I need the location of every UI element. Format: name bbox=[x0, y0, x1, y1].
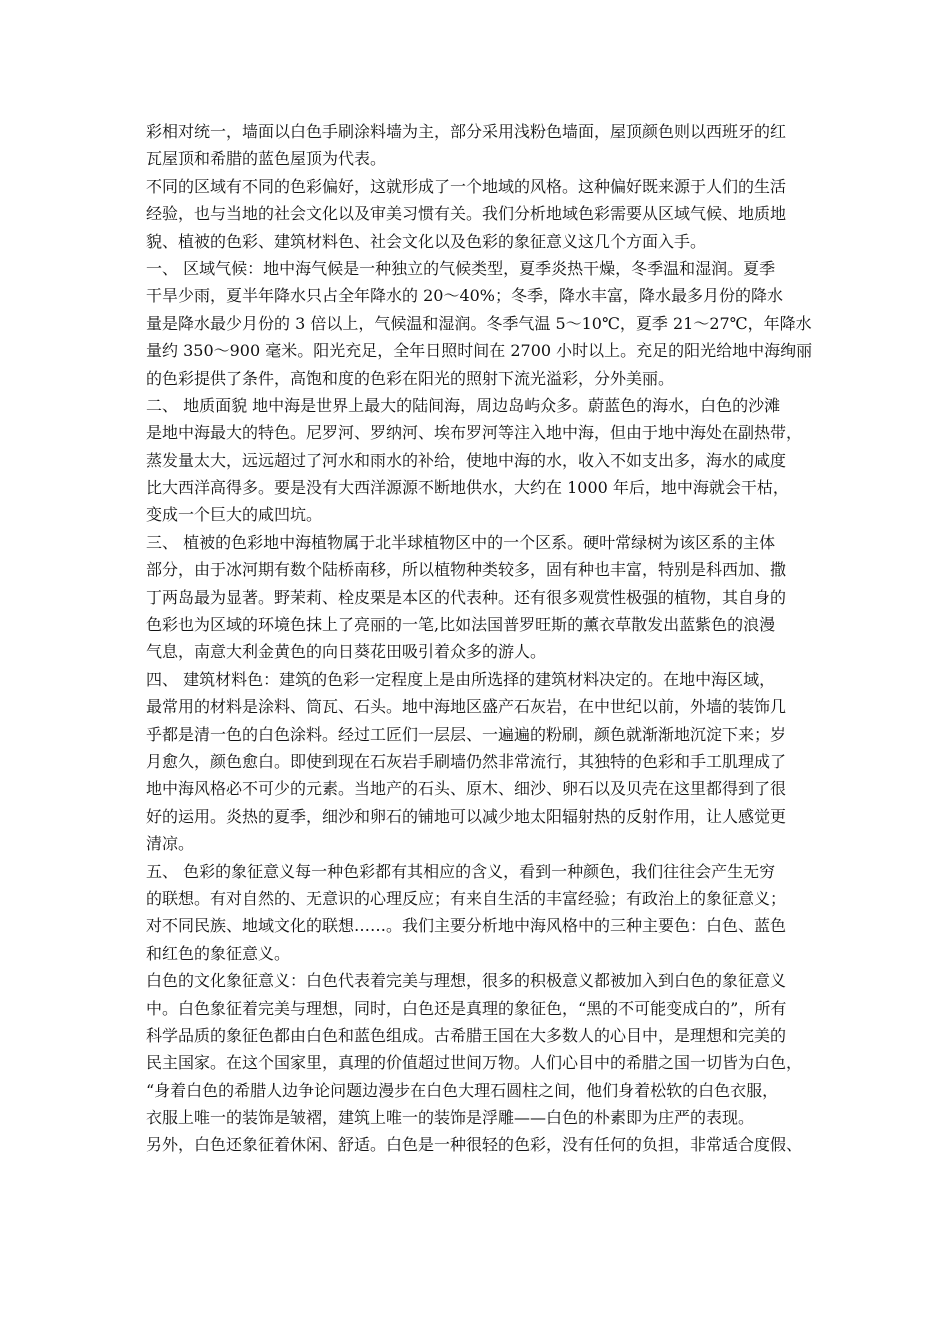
text-line: 瓦屋顶和希腊的蓝色屋顶为代表。 bbox=[146, 149, 387, 169]
text-line: 中。白色象征着完美与理想，同时，白色还是真理的象征色，“黑的不可能变成白的”，所有 bbox=[146, 998, 787, 1018]
text-line: 二、 地质面貌 地中海是世界上最大的陆间海，周边岛屿众多。蔚蓝色的海水，白色的沙滩 bbox=[146, 395, 781, 415]
text-line: 乎都是清一色的白色涂料。经过工匠们一层层、一遍遍的粉刷，颜色就渐渐地沉淀下来；岁 bbox=[146, 724, 787, 744]
text-line: 彩相对统一，墙面以白色手刷涂料墙为主，部分采用浅粉色墙面，屋顶颜色则以西班牙的红 bbox=[146, 122, 787, 141]
document-body bbox=[146, 118, 813, 1186]
text-line: 变成一个巨大的咸凹坑。 bbox=[146, 505, 323, 525]
text-line: 清凉。 bbox=[146, 834, 195, 854]
text-line: 三、 植被的色彩地中海植物属于北半球植物区中的一个区系。硬叶常绿树为该区系的主体 bbox=[146, 532, 776, 552]
text-line: 色彩也为区域的环境色抹上了亮丽的一笔,比如法国普罗旺斯的薰衣草散发出蓝紫色的浪漫 bbox=[146, 615, 776, 635]
text-line: 科学品质的象征色都由白色和蓝色组成。古希腊王国在大多数人的心目中，是理想和完美的 bbox=[146, 1025, 787, 1045]
text-line: 蒸发量太大，远远超过了河水和雨水的补给，使地中海的水，收入不如支出多，海水的咸度 bbox=[146, 450, 787, 470]
text-line: 白色的文化象征意义：白色代表着完美与理想，很多的积极意义都被加入到白色的象征意义 bbox=[146, 971, 787, 991]
text-line: 衣服上唯一的装饰是皱褶，建筑上唯一的装饰是浮雕——白色的朴素即为庄严的表现。 bbox=[146, 1108, 755, 1128]
text-line: 的联想。有对自然的、无意识的心理反应；有来自生活的丰富经验；有政治上的象征意义； bbox=[146, 888, 787, 908]
text-line: 好的运用。炎热的夏季，细沙和卵石的铺地可以减少地太阳辐射热的反射作用，让人感觉更 bbox=[146, 806, 787, 826]
text-line: 民主国家。在这个国家里，真理的价值超过世间万物。人们心目中的希腊之国一切皆为白色， bbox=[146, 1053, 803, 1073]
text-line: 丁两岛最为显著。野茉莉、栓皮栗是本区的代表种。还有很多观赏性极强的植物，其自身的 bbox=[146, 587, 787, 607]
text-line: 地中海风格必不可少的元素。当地产的石头、原木、细沙、卵石以及贝壳在这里都得到了很 bbox=[146, 779, 787, 799]
text-line: 量约 350～900 毫米。阳光充足，全年日照时间在 2700 小时以上。充足的阳光给地中海绚丽 bbox=[146, 341, 813, 361]
text-line: 四、 建筑材料色：建筑的色彩一定程度上是由所选择的建筑材料决定的。在地中海区域， bbox=[146, 669, 776, 689]
text-line: 干旱少雨，夏半年降水只占全年降水的 20～40%；冬季，降水丰富，降水最多月份的降水 bbox=[146, 286, 784, 306]
text-line: 量是降水最少月份的 3 倍以上，气候温和湿润。冬季气温 5～10℃，夏季 21～27℃，年降水 bbox=[146, 313, 812, 333]
text-line: 五、 色彩的象征意义每一种色彩都有其相应的含义，看到一种颜色，我们往往会产生无穷 bbox=[146, 861, 776, 881]
text-line: 月愈久，颜色愈白。即使到现在石灰岩手刷墙仍然非常流行，其独特的色彩和手工肌理成了 bbox=[146, 751, 787, 771]
text-line: 另外，白色还象征着休闲、舒适。白色是一种很轻的色彩，没有任何的负担，非常适合度假、 bbox=[146, 1135, 803, 1155]
text-line: 貌、植被的色彩、建筑材料色、社会文化以及色彩的象征意义这几个方面入手。 bbox=[146, 231, 707, 251]
text-line: 部分，由于冰河期有数个陆桥南移，所以植物种类较多，固有种也丰富，特别是科西加、撒 bbox=[146, 560, 787, 580]
text-line: 一、 区域气候：地中海气候是一种独立的气候类型，夏季炎热干燥，冬季温和湿润。夏季 bbox=[146, 258, 776, 278]
text-line: 和红色的象征意义。 bbox=[146, 943, 291, 963]
text-line: 比大西洋高得多。要是没有大西洋源源不断地供水，大约在 1000 年后，地中海就会干枯， bbox=[146, 478, 789, 498]
text-line: 最常用的材料是涂料、筒瓦、石头。地中海地区盛产石灰岩，在中世纪以前，外墙的装饰几 bbox=[146, 697, 787, 717]
text-line: 是地中海最大的特色。尼罗河、罗纳河、埃布罗河等注入地中海，但由于地中海处在副热带， bbox=[146, 423, 803, 443]
text-line: 气息，南意大利金黄色的向日葵花田吸引着众多的游人。 bbox=[146, 642, 547, 662]
text-line: “身着白色的希腊人边争论问题边漫步在白色大理石圆柱之间，他们身着松软的白色衣服， bbox=[146, 1080, 779, 1100]
text-line: 的色彩提供了条件，高饱和度的色彩在阳光的照射下流光溢彩，分外美丽。 bbox=[146, 368, 675, 388]
text-line: 经验，也与当地的社会文化以及审美习惯有关。我们分析地域色彩需要从区域气候、地质地 bbox=[146, 204, 787, 224]
text-line: 对不同民族、地域文化的联想……。我们主要分析地中海风格中的三种主要色：白色、蓝色 bbox=[146, 916, 787, 936]
text-line: 不同的区域有不同的色彩偏好，这就形成了一个地域的风格。这种偏好既来源于人们的生活 bbox=[146, 176, 787, 196]
text-line bbox=[146, 1159, 806, 1186]
